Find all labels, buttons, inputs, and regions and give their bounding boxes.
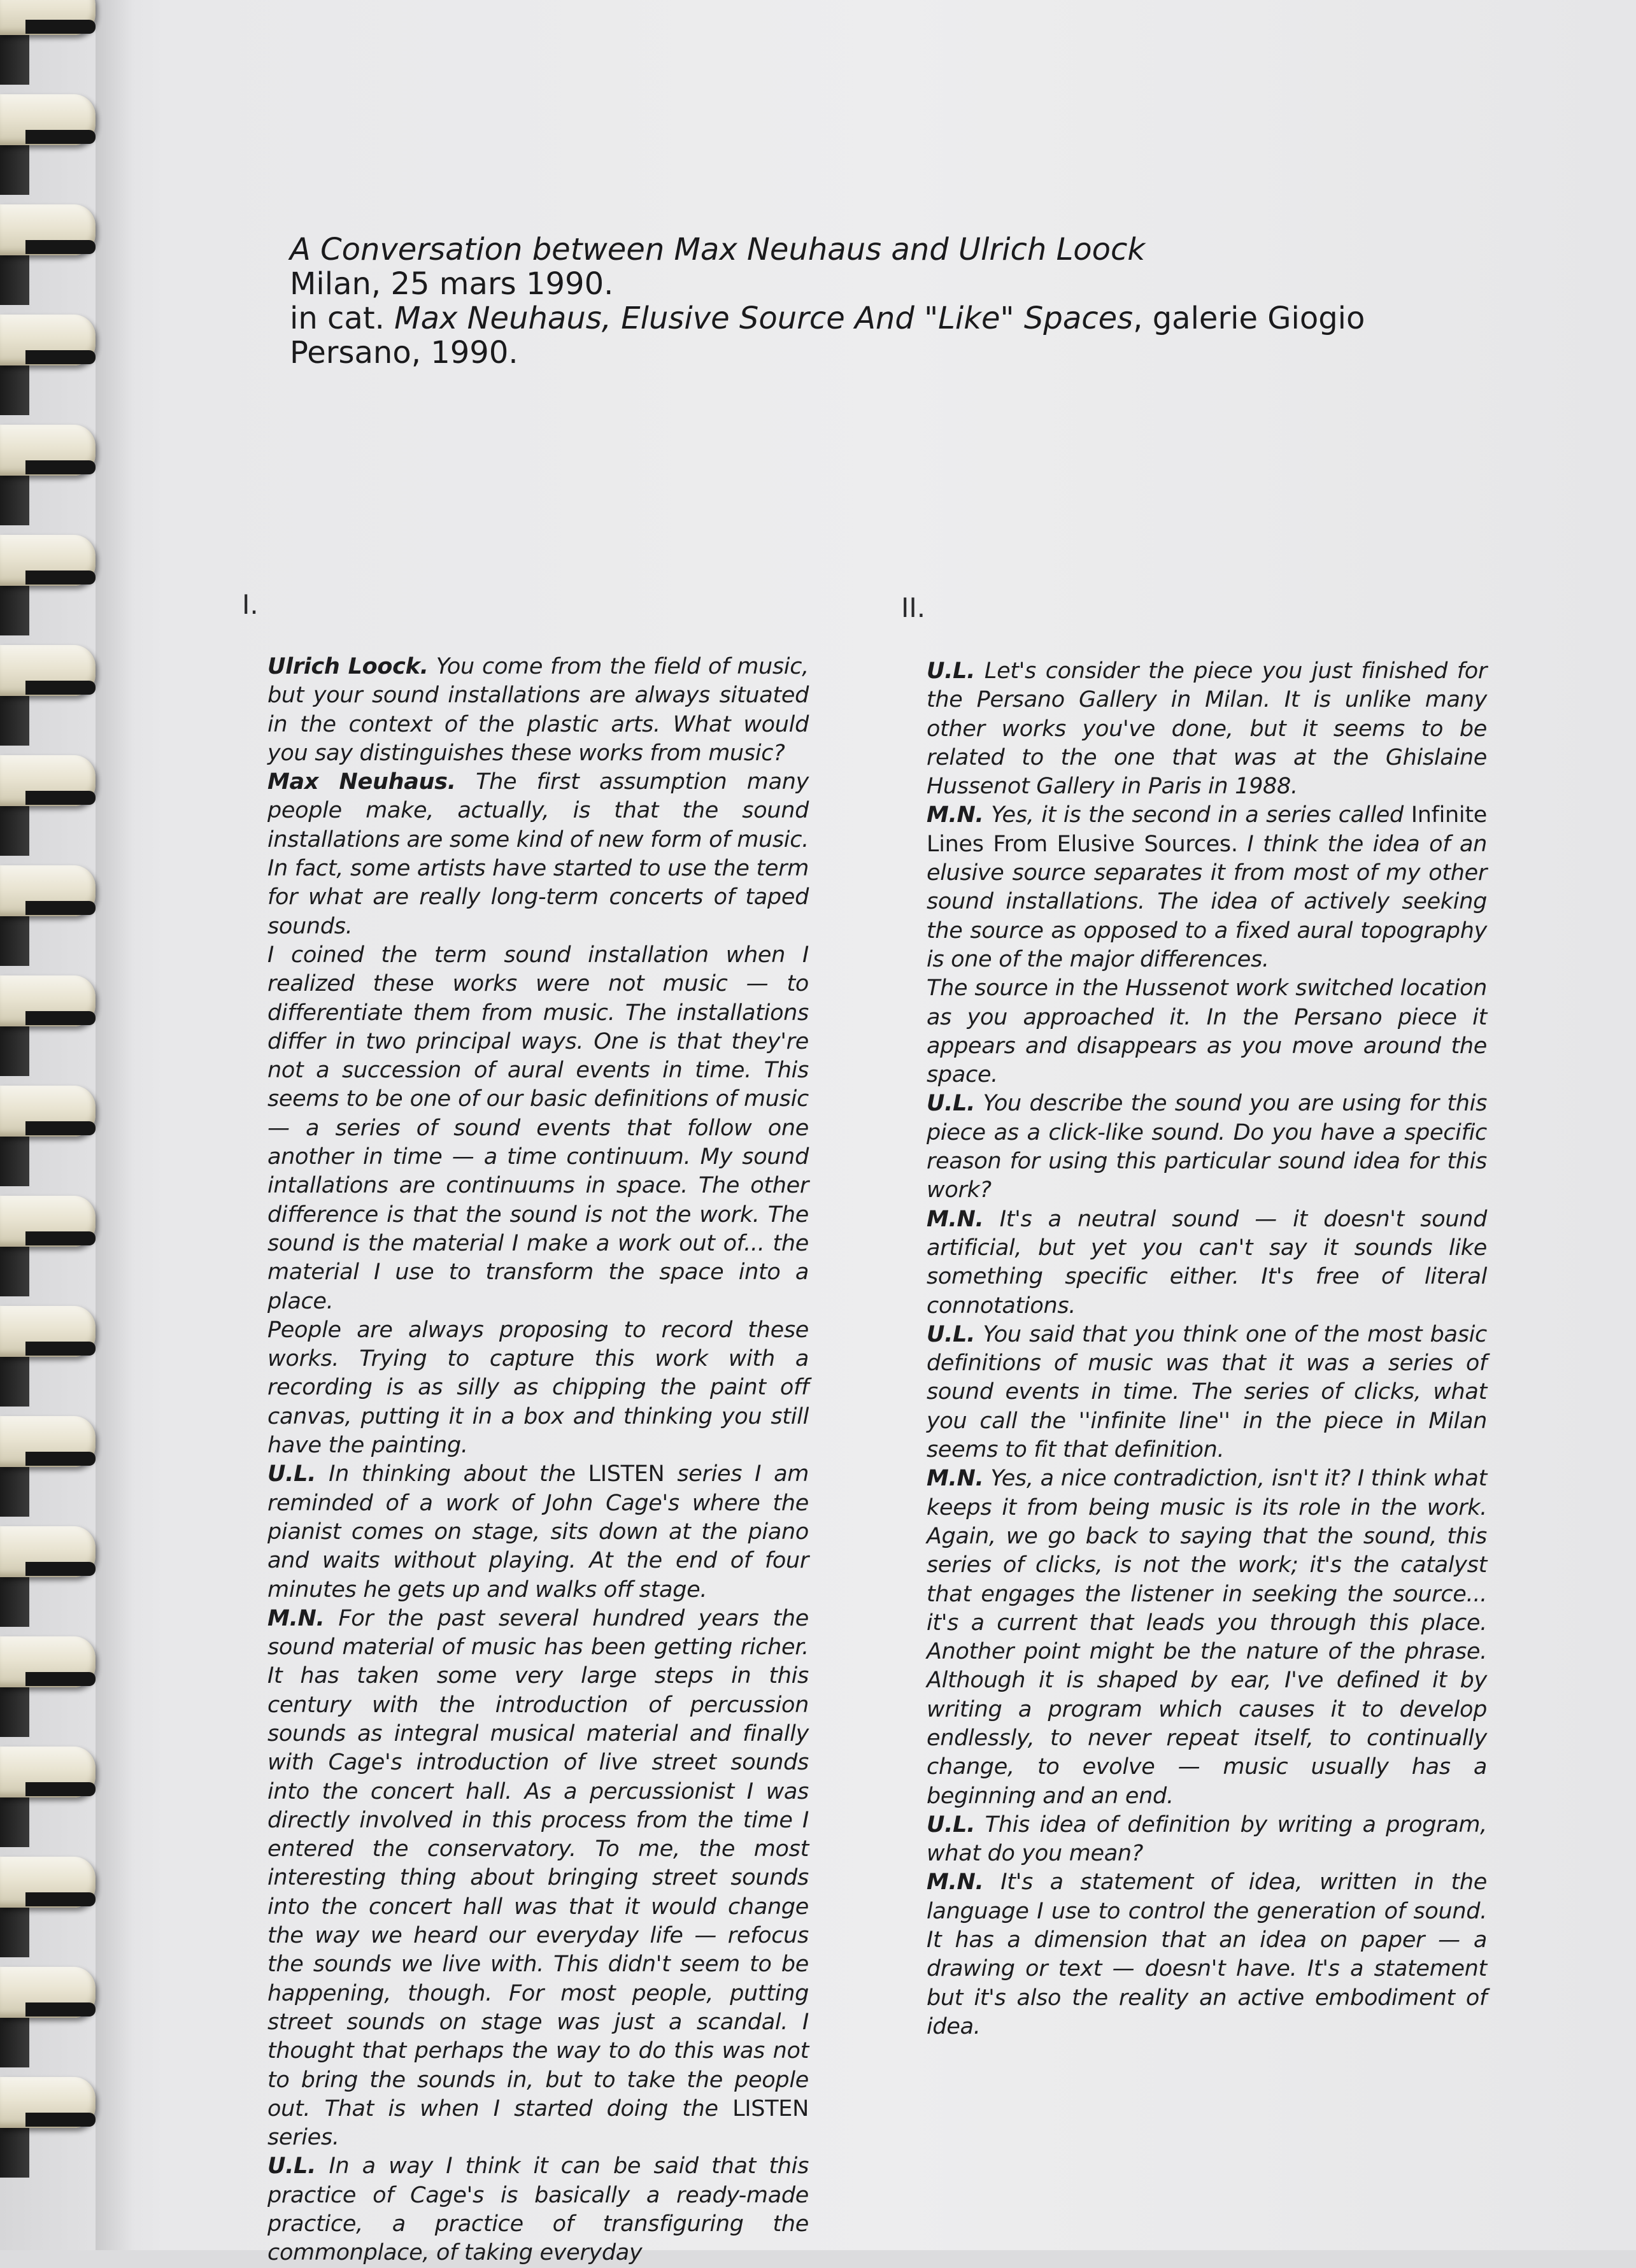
citation-prefix: in cat.	[290, 301, 395, 336]
show-through-text	[267, 414, 274, 443]
speaker-name: M.N.	[267, 1605, 325, 1631]
document-header	[290, 232, 1436, 370]
speaker-name: U.L.	[927, 1321, 976, 1347]
dialogue-paragraph	[267, 2152, 809, 2267]
dialogue-paragraph	[927, 657, 1487, 801]
dialogue-text: You said that you think one of the most basic definitions of music was that it was a series of sound events in time. The series of clicks, what you call the ''infinite line'' in the piece in Milan seems to fit that definition.	[927, 1321, 1487, 1463]
dialogue-text: Let's consider the piece you just finished for the Persano Gallery in Milan. It is unlike many other works you've done, but it seems to be related to the one that was at the Ghislaine Hussenot Gallery in Paris in 1988.	[927, 658, 1487, 800]
binding-coil	[0, 535, 105, 587]
binding-coil	[0, 1857, 105, 1909]
place-date: Milan, 25 mars 1990.	[290, 266, 614, 302]
binding-coil	[0, 1747, 105, 1799]
dialogue-paragraph	[927, 1089, 1487, 1205]
binding-coil	[0, 1526, 105, 1578]
dialogue-paragraph	[267, 941, 809, 1316]
section-one-numeral: I.	[242, 589, 259, 620]
binding-coil	[0, 1636, 105, 1689]
dialogue-text: Yes, a nice contradiction, isn't it? I think what keeps it from being music is its role in the work. Again, we go back to saying that the sound, this series of clicks, is not the work; it's the catalyst that engages the listener in seeking the source... it's a current that leads you through this place. Another point might be the nature of the phrase. Although it is shaped by ear, I've defined it by writing a program which causes it to develop endlessly, to never repeat itself, to continually change, to evolve — music usually has a beginning and an end.	[927, 1466, 1487, 1809]
dialogue-text-continued: series I am reminded of a work of John Cage's where the pianist comes on stage, sits down at the piano and waits without playing. At the end of four minutes he gets up and walks off stage.	[267, 1461, 809, 1603]
speaker-name: Max Neuhaus.	[267, 769, 456, 795]
section-two-numeral: II.	[901, 592, 926, 623]
dialogue-text-continued: I think the idea of an elusive source separates it from most of my other sound installations. The idea of actively seeking the source as opposed to a fixed aural topography is one of the major differences.	[927, 831, 1487, 972]
binding-coil	[0, 865, 105, 918]
dialogue-text: You come from the field of music, but your sound installations are always situated in the context of the plastic arts. What would you say distinguishes these works from music?	[267, 654, 809, 766]
speaker-name: M.N.	[927, 1869, 984, 1896]
binding-coil	[0, 1416, 105, 1468]
dialogue-text-continued: series.	[267, 2125, 339, 2151]
speaker-name: M.N.	[927, 1206, 984, 1232]
binding-coil	[0, 975, 105, 1028]
binding-shadow	[96, 0, 134, 2250]
dialogue-paragraph	[927, 1868, 1487, 2041]
dialogue-paragraph	[267, 653, 809, 768]
section-one-column	[267, 653, 809, 2268]
speaker-name: Ulrich Loock.	[267, 654, 429, 679]
binding-coil	[0, 94, 105, 146]
dialogue-text: It's a neutral sound — it doesn't sound artificial, but yet you can't say it sounds like something specific either. It's free of literal connotations.	[927, 1206, 1488, 1319]
dialogue-text: Yes, it is the second in a series called	[991, 802, 1404, 828]
binding-coil	[0, 1086, 105, 1138]
upright-title: LISTEN	[588, 1461, 665, 1487]
dialogue-paragraph	[927, 974, 1487, 1089]
dialogue-text: The first assumption many people make, actually, is that the sound installations are some kind of new form of music. In fact, some artists have started to use the term for what are really long-term concerts of taped sounds.	[267, 769, 809, 939]
citation-title: Max Neuhaus, Elusive Source And "Like" Spaces	[394, 301, 1134, 336]
speaker-name: U.L.	[927, 1091, 976, 1117]
speaker-name: M.N.	[927, 1466, 984, 1492]
binding-coil	[0, 1196, 105, 1248]
dialogue-text: You describe the sound you are using for this piece as a click-like sound. Do you have a specific reason for using this particular sound idea for this work?	[927, 1091, 1488, 1203]
upright-title: Infinite Lines From Elusive Sources.	[927, 802, 1488, 857]
dialogue-text: In thinking about the	[329, 1461, 576, 1487]
binding-coil	[0, 755, 105, 807]
binding-coil	[0, 315, 105, 367]
dialogue-paragraph	[267, 1316, 809, 1460]
binding-coil	[0, 1306, 105, 1358]
dialogue-text: People are always proposing to record these works. Trying to capture this work with a recording is as silly as chipping the paint off canvas, putting it in a box and thinking you still have the painting.	[267, 1317, 809, 1459]
citation-continued: Persano, 1990.	[290, 335, 518, 371]
dialogue-paragraph	[267, 1460, 809, 1604]
binding-coil	[0, 645, 105, 697]
dialogue-paragraph	[267, 768, 809, 941]
binding-coil	[0, 204, 105, 257]
dialogue-text: In a way I think it can be said that this practice of Cage's is basically a ready-made practice, a practice of transfiguring the commonplace, of taking everyday	[267, 2153, 809, 2266]
document-title: A Conversation between Max Neuhaus and Ulrich Loock	[290, 232, 1146, 267]
citation-suffix: , galerie Giogio	[1133, 301, 1365, 336]
dialogue-paragraph	[927, 1321, 1487, 1464]
dialogue-paragraph	[927, 1811, 1487, 1869]
dialogue-text: This idea of definition by writing a program, what do you mean?	[927, 1811, 1488, 1867]
speaker-name: M.N.	[927, 802, 984, 828]
upright-title: LISTEN	[732, 2095, 809, 2122]
dialogue-text: The source in the Hussenot work switched location as you approached it. In the Persano piece it appears and disappears as you move around the space.	[927, 975, 1487, 1088]
binding-coil	[0, 425, 105, 477]
binding-coil	[0, 0, 105, 36]
dialogue-paragraph	[927, 1464, 1487, 1811]
dialogue-text: I coined the term sound installation when I realized these works were not music — to differentiate them from music. The installations differ in two principal ways. One is that they're not a succession of aural events in time. This seems to be one of our basic definitions of music — a series of sound events that follow one another in time — a time continuum. My sound intallations are continuums in space. The other difference is that the sound is not the work. The sound is the material I make a work out of... the material I use to transform the space into a place.	[267, 942, 809, 1314]
binding-coil	[0, 2077, 105, 2129]
binding-coil	[0, 1967, 105, 2019]
section-two-column	[927, 657, 1487, 2041]
speaker-name: U.L.	[927, 1811, 976, 1838]
citation	[290, 301, 1436, 336]
dialogue-paragraph	[927, 801, 1487, 974]
speaker-name: U.L.	[927, 658, 976, 684]
dialogue-text: For the past several hundred years the sound material of music has been getting richer. It has taken some very large steps in this century with the introduction of percussion sounds as integral musical material and finally with Cage's introduction of live street sounds into the concert hall. As a percussionist I was directly involved in this process from the time I entered the conservatory. To me, the most interesting thing about bringing street sounds into the concert hall was that it would change the way we heard our everyday life — refocus the sounds we live with. This didn't seem to be happening, though. For most people, putting street sounds on stage was just a scandal. I thought that perhaps the way to do this was not to bring the sounds in, but to take the people out. That is when I started doing the	[267, 1605, 809, 2122]
dialogue-text: It's a statement of idea, written in the language I use to control the generation of sound. It has a dimension that an idea on paper — a drawing or text — doesn't have. It's a statement but it's also the reality an active embodiment of idea.	[927, 1869, 1487, 2039]
speaker-name: U.L.	[267, 1461, 317, 1487]
speaker-name: U.L.	[267, 2153, 317, 2179]
dialogue-paragraph	[927, 1205, 1487, 1321]
dialogue-paragraph	[267, 1605, 809, 2153]
